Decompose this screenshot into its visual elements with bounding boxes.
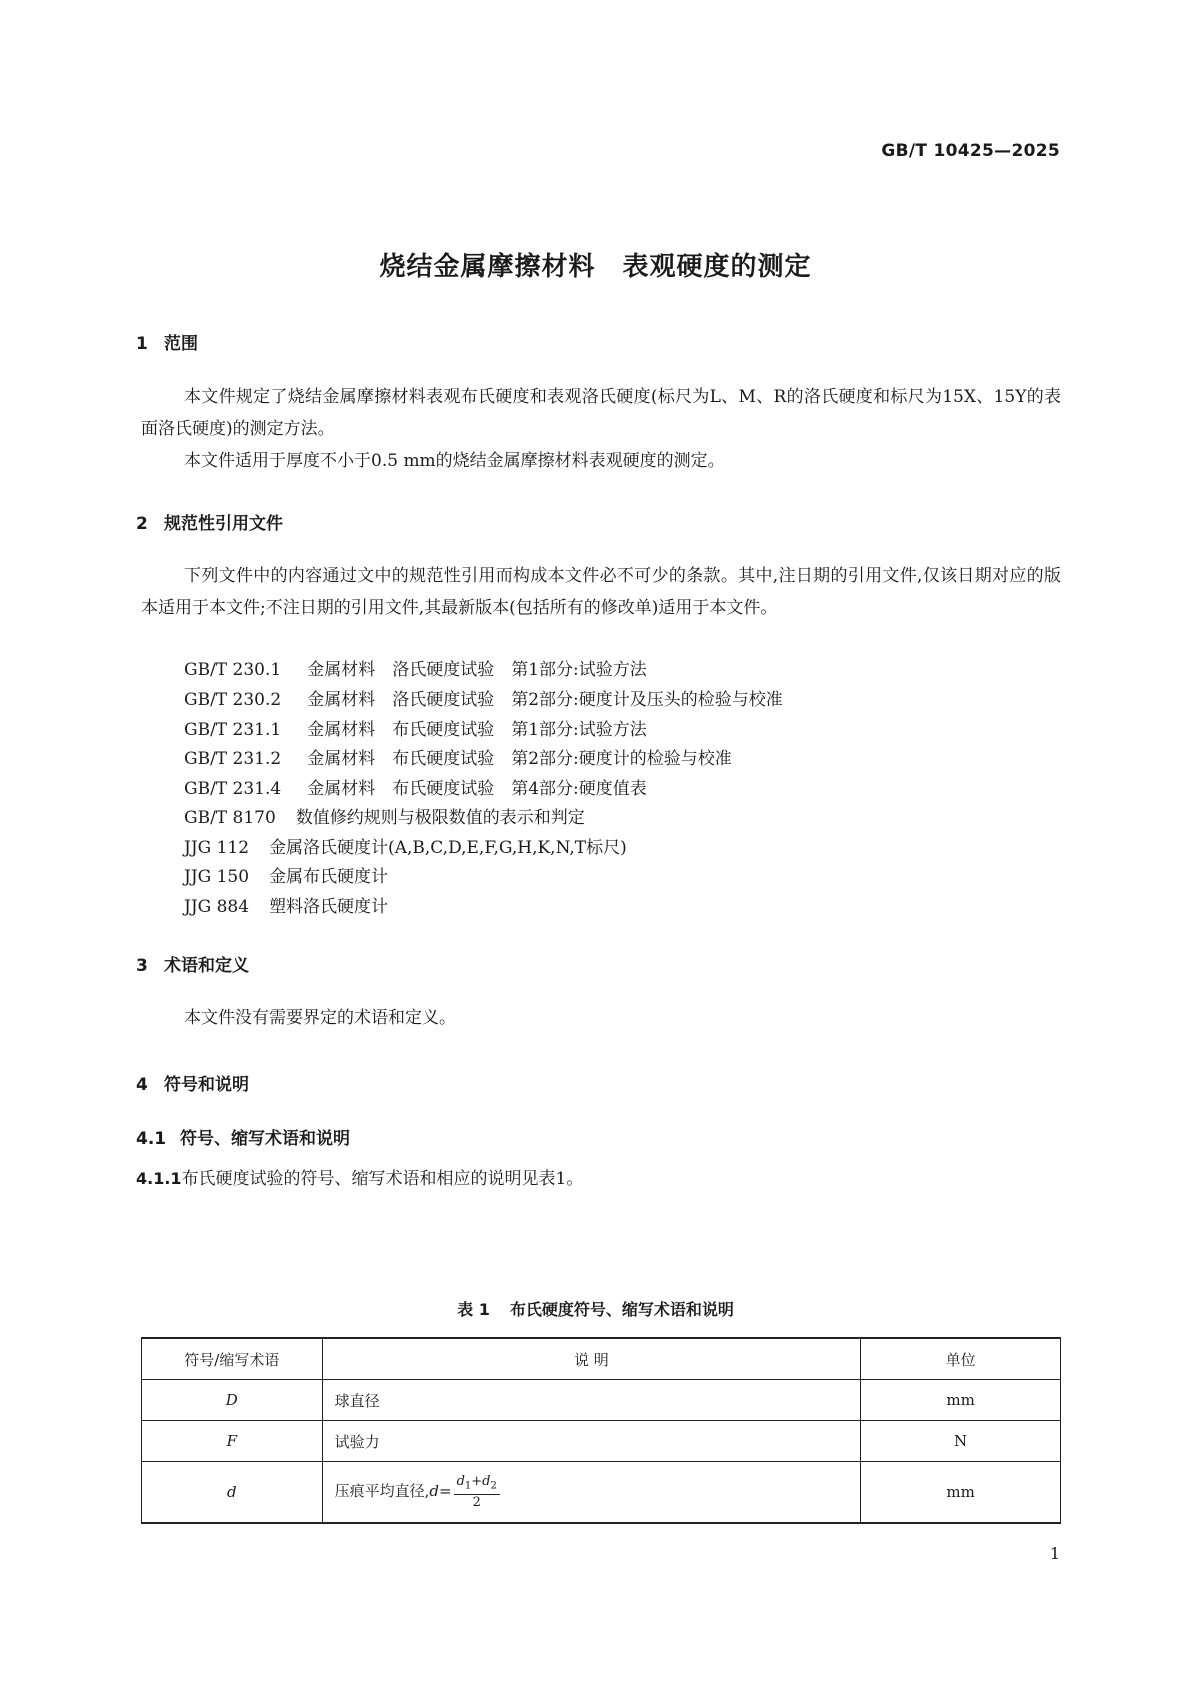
- formula-fraction: [454, 1474, 500, 1510]
- table-header-cell: 说 明: [322, 1338, 861, 1380]
- paragraph: 下列文件中的内容通过文中的规范性引用而构成本文件必不可少的条款。其中,注日期的引用文件,仅该日期对应的版本适用于本文件;不注日期的引用文件,其最新版本(包括所有的修改单)适用于本文件。: [141, 566, 1061, 618]
- standard-number: GB/T 10425—2025: [881, 141, 1060, 161]
- section-title: 术语和定义: [164, 956, 249, 976]
- reference-item: [184, 774, 647, 799]
- section-number: 2: [136, 514, 148, 534]
- section-number: 4.1.1: [136, 1169, 182, 1188]
- table-header-row: [142, 1338, 1061, 1380]
- section-title: 规范性引用文件: [164, 514, 283, 534]
- unit-cell: N: [861, 1421, 1061, 1462]
- section-number: 4: [136, 1075, 148, 1095]
- reference-title: 塑料洛氏硬度计: [269, 897, 389, 917]
- reference-code: GB/T 230.2: [184, 690, 282, 710]
- table-header-cell: 单位: [861, 1338, 1061, 1380]
- unit-cell: mm: [861, 1462, 1061, 1524]
- symbol-cell: D: [142, 1380, 323, 1421]
- reference-item: [184, 655, 647, 680]
- table-caption: [0, 1297, 1191, 1320]
- paragraph: 本文件适用于厚度不小于0.5 mm的烧结金属摩擦材料表观硬度的测定。: [184, 451, 725, 471]
- section-1-heading: [136, 329, 198, 354]
- fraction-denominator: 2: [472, 1494, 481, 1510]
- description-cell: [322, 1462, 861, 1524]
- table-row: [142, 1421, 1061, 1462]
- reference-item: [184, 744, 732, 769]
- reference-title: 金属材料 布氏硬度试验 第2部分:硬度计的检验与校准: [307, 749, 732, 769]
- reference-code: JJG 884: [184, 897, 250, 917]
- section-number: 3: [136, 956, 148, 976]
- section-number: 1: [136, 334, 148, 354]
- reference-title: 金属洛氏硬度计(A,B,C,D,E,F,G,H,K,N,T标尺): [269, 838, 627, 858]
- reference-item: [184, 715, 647, 740]
- page-number: 1: [1049, 1544, 1060, 1563]
- reference-item: [184, 685, 783, 710]
- reference-title: 金属材料 布氏硬度试验 第4部分:硬度值表: [307, 779, 647, 799]
- reference-code: JJG 150: [184, 867, 250, 887]
- reference-title: 金属材料 洛氏硬度试验 第2部分:硬度计及压头的检验与校准: [307, 690, 783, 710]
- section-title: 范围: [164, 334, 198, 354]
- section-1-body: [141, 381, 1061, 477]
- section-text: 布氏硬度试验的符号、缩写术语和相应的说明见表1。: [181, 1169, 584, 1189]
- paragraph: 本文件规定了烧结金属摩擦材料表观布氏硬度和表观洛氏硬度(标尺为L、M、R的洛氏硬度和标尺为15X、15Y的表面洛氏硬度)的测定方法。: [141, 387, 1061, 439]
- section-4-1-heading: [136, 1124, 350, 1149]
- section-4-heading: [136, 1070, 249, 1095]
- paragraph: 本文件没有需要界定的术语和定义。: [184, 1008, 456, 1028]
- section-3-heading: [136, 951, 249, 976]
- table-row: [142, 1462, 1061, 1524]
- fraction-numerator: $d_1+d_2$: [454, 1474, 500, 1495]
- table-header-cell: 符号/缩写术语: [142, 1338, 323, 1380]
- reference-code: GB/T 230.1: [184, 660, 282, 680]
- reference-title: 金属材料 洛氏硬度试验 第1部分:试验方法: [307, 660, 647, 680]
- symbol-cell: F: [142, 1421, 323, 1462]
- section-2-intro: [141, 560, 1061, 624]
- section-4-1-1: [136, 1164, 583, 1189]
- formula-equals: =: [438, 1482, 452, 1500]
- unit-cell: mm: [861, 1380, 1061, 1421]
- symbol-cell: d: [142, 1462, 323, 1524]
- reference-title: 金属材料 布氏硬度试验 第1部分:试验方法: [307, 720, 647, 740]
- table-caption-text: 布氏硬度符号、缩写术语和说明: [509, 1300, 734, 1319]
- document-title: 烧结金属摩擦材料 表观硬度的测定: [379, 252, 812, 282]
- reference-code: JJG 112: [184, 838, 250, 858]
- description-text: 压痕平均直径,: [334, 1482, 430, 1500]
- reference-item: [184, 862, 388, 887]
- section-number: 4.1: [136, 1129, 167, 1149]
- reference-item: [184, 803, 585, 828]
- reference-code: GB/T 231.1: [184, 720, 282, 740]
- section-2-heading: [136, 509, 283, 534]
- reference-code: GB/T 231.4: [184, 779, 282, 799]
- reference-title: 金属布氏硬度计: [269, 867, 389, 887]
- symbols-table: [141, 1337, 1061, 1524]
- section-3-body: [141, 1002, 1061, 1034]
- table-caption-number: 表 1: [457, 1300, 490, 1319]
- section-title: 符号、缩写术语和说明: [180, 1129, 350, 1149]
- table-row: [142, 1380, 1061, 1421]
- reference-title: 数值修约规则与极限数值的表示和判定: [295, 808, 585, 828]
- section-title: 符号和说明: [164, 1075, 249, 1095]
- reference-item: [184, 892, 388, 917]
- reference-code: GB/T 8170: [184, 808, 276, 828]
- reference-code: GB/T 231.2: [184, 749, 282, 769]
- reference-item: [184, 833, 627, 858]
- description-cell: 球直径: [322, 1380, 861, 1421]
- formula-variable: d: [429, 1482, 439, 1500]
- description-cell: 试验力: [322, 1421, 861, 1462]
